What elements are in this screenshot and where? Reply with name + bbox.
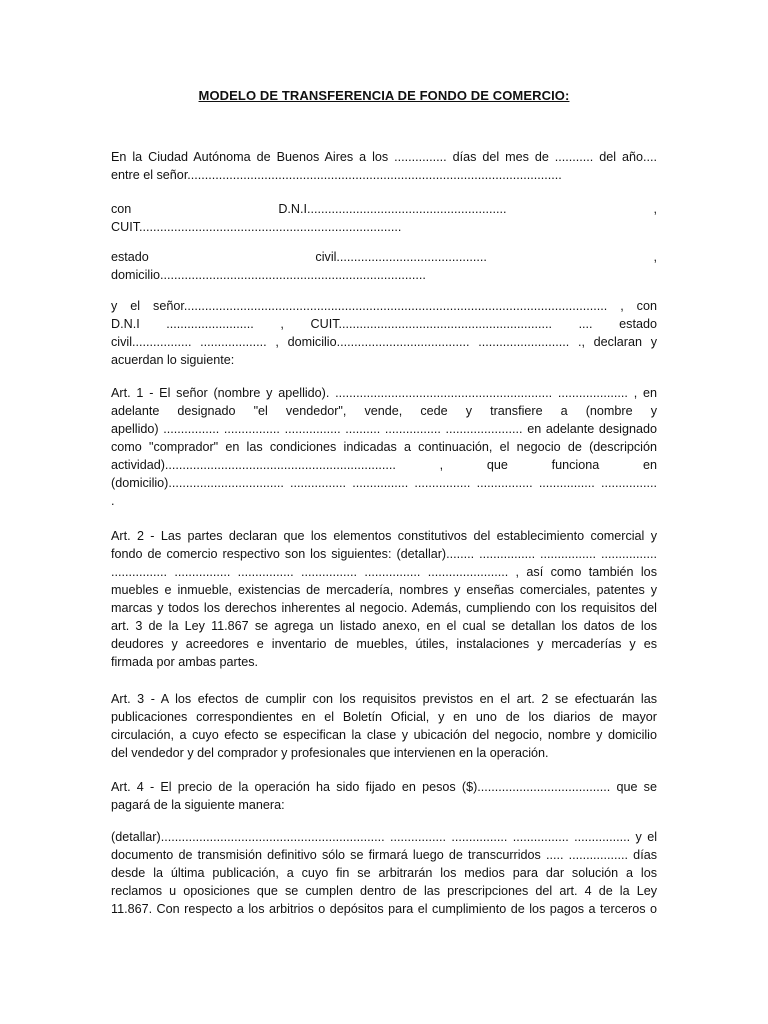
text-line: estado civil........................................... , xyxy=(111,250,657,264)
text-line: CUIT........................................................................... xyxy=(111,220,402,234)
text-line: civil................. ................... , domicilio...................................... .......................... ., declaran y xyxy=(111,335,657,349)
text-line: Art. 1 - El señor (nombre y apellido). .............................................................. .................... , en xyxy=(111,386,657,400)
text-line: entre el señor........................................................................................................... xyxy=(111,168,562,182)
document-title: MODELO DE TRANSFERENCIA DE FONDO DE COMERCIO: xyxy=(198,88,570,103)
text-line: circulación, a cuyo efecto se especifican la clase y ubicación del negocio, nombre y domicilio xyxy=(111,728,657,742)
paragraph-segundo-senor xyxy=(111,297,657,369)
text-line: adelante designado "el vendedor", vende, cede y transfiere a (nombre y xyxy=(111,404,657,418)
text-line: marcas y todos los derechos inherentes al negocio. Además, cumpliendo con los requisitos del xyxy=(111,601,657,615)
text-line: deudores y acreedores e inventario de muebles, útiles, instalaciones y mercaderías y es xyxy=(111,637,657,651)
text-line: D.N.I ......................... , CUIT............................................................. .... estado xyxy=(111,317,657,331)
text-line: publicaciones correspondientes en el Boletín Oficial, y en uno de los diarios de mayor xyxy=(111,710,657,724)
text-line: En la Ciudad Autónoma de Buenos Aires a los ............... días del mes de ........... del año.... xyxy=(111,150,657,164)
text-line: (domicilio)................................. ................ ................ ................ ................ ................ ................ xyxy=(111,476,657,490)
text-line: como "comprador" en las condiciones indicadas a continuación, el negocio de (descripción xyxy=(111,440,657,454)
text-line: muebles e inmueble, existencias de mercadería, nombres y enseñas comerciales, patentes y xyxy=(111,583,657,597)
paragraph-estado-civil xyxy=(111,248,657,284)
text-line: fondo de comercio respectivo son los siguientes: (detallar)........ ................ ................ ................ xyxy=(111,547,657,561)
text-line: art. 3 de la Ley 11.867 se agrega un listado anexo, en el cual se detallan los datos de los xyxy=(111,619,657,633)
paragraph-art-4 xyxy=(111,778,657,814)
text-line: Art. 3 - A los efectos de cumplir con los requisitos previstos en el art. 2 se efectuarán las xyxy=(111,692,657,706)
text-line: ................ ................ ................ ................ ................ ....................... , así como también los xyxy=(111,565,657,579)
text-line: Art. 4 - El precio de la operación ha sido fijado en pesos ($)...................................... que se xyxy=(111,780,657,794)
text-line: reclamos u oposiciones que se cumplen dentro de las prescripciones del art. 4 de la Ley xyxy=(111,884,657,898)
text-line: del vendedor y del comprador y profesionales que intervienen en la operación. xyxy=(111,746,549,760)
text-line: desde la última publicación, a cuyo fin se arbitrarán los medios para dar solución a los xyxy=(111,866,657,880)
text-line: domicilio............................................................................ xyxy=(111,268,426,282)
text-line: documento de transmisión definitivo sólo se firmará luego de transcurridos ..... ................. días xyxy=(111,848,657,862)
paragraph-art-1 xyxy=(111,384,657,510)
paragraph-intro xyxy=(111,148,657,184)
text-line: apellido) ................ ................ ................ .......... ................ ...................... en adelante designado xyxy=(111,422,657,436)
text-line: actividad).................................................................. , que funciona en xyxy=(111,458,657,472)
text-line: Art. 2 - Las partes declaran que los elementos constitutivos del establecimiento comercial y xyxy=(111,529,657,543)
text-line: con D.N.I......................................................... , xyxy=(111,202,657,216)
paragraph-art-4-detalle xyxy=(111,828,657,918)
text-line: pagará de la siguiente manera: xyxy=(111,798,285,812)
text-line: acuerdan lo siguiente: xyxy=(111,353,235,367)
paragraph-art-2 xyxy=(111,527,657,671)
text-line: firmada por ambas partes. xyxy=(111,655,258,669)
paragraph-dni-cuit xyxy=(111,200,657,236)
text-line: y el señor......................................................................................................................... , con xyxy=(111,299,657,313)
text-line: . xyxy=(111,494,115,508)
text-line: 11.867. Con respecto a los arbitrios o depósitos para el cumplimiento de los pagos a terceros o xyxy=(111,902,657,916)
text-line: (detallar)................................................................ ................ ................ ................ ................ y el xyxy=(111,830,657,844)
paragraph-art-3 xyxy=(111,690,657,762)
